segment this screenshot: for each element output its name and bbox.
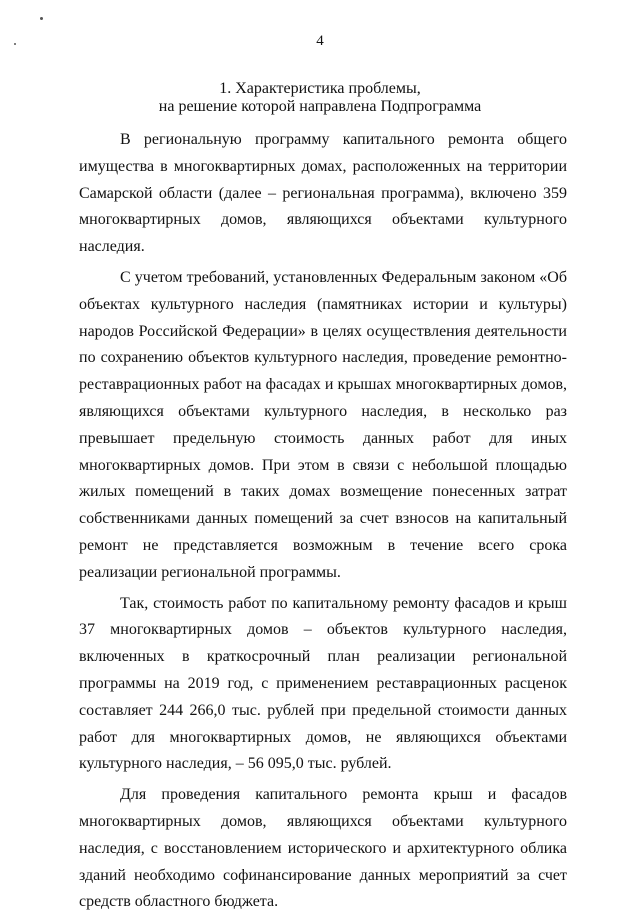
heading-line-2: на решение которой направлена Подпрограмма [158,98,482,115]
section-heading [60,80,580,116]
paragraph-3: Так, стоимость работ по капитальному ремонту фасадов и крыш 37 многоквартирных домов – объектов культурного наследия, включенных в краткосрочный план реализации региональной программы на 2019 год, с применением реставрационных расценок составляет 244 266,0 тыс. рублей при предельной стоимости данных работ для многоквартирных домов, не являющихся объектами культурного наследия, – 56 095,0 тыс. рублей. [79,594,567,773]
page-number: 4 [316,33,324,49]
paragraph-2: С учетом требований, установленных Федеральным законом «Об объектах культурного наследия (памятниках истории и культуры) народов Российской Федерации» в целях осуществления деятельности по сохранению объектов культурного наследия, проведение ремонтно-реставрационных работ на фасадах и крышах многоквартирных домов, являющихся объектами культурного наследия, в несколько раз превышает предельную стоимость данных работ для иных многоквартирных домов. При этом в связи с небольшой площадью жилых помещений в таких домах возмещение понесенных затрат собственниками данных помещений за счет взносов на капитальный ремонт не представляется возможным в течение всего срока реализации региональной программы. [79,268,567,581]
paragraph-4: Для проведения капитального ремонта крыш и фасадов многоквартирных домов, являющихся объектами культурного наследия, с восстановлением исторического и архитектурного облика зданий необходимо софинансирование данных мероприятий за счет средств областного бюджета. [79,786,567,911]
heading-line-1: 1. Характеристика проблемы, [219,80,421,97]
paragraph-1: В региональную программу капитального ремонта общего имущества в многоквартирных домах, расположенных на территории Самарской области (далее – региональная программа), включено 359 многоквартирных домов, являющихся объектами культурного наследия. [79,131,567,256]
scan-speck-top [40,17,43,20]
document-body [79,127,567,920]
